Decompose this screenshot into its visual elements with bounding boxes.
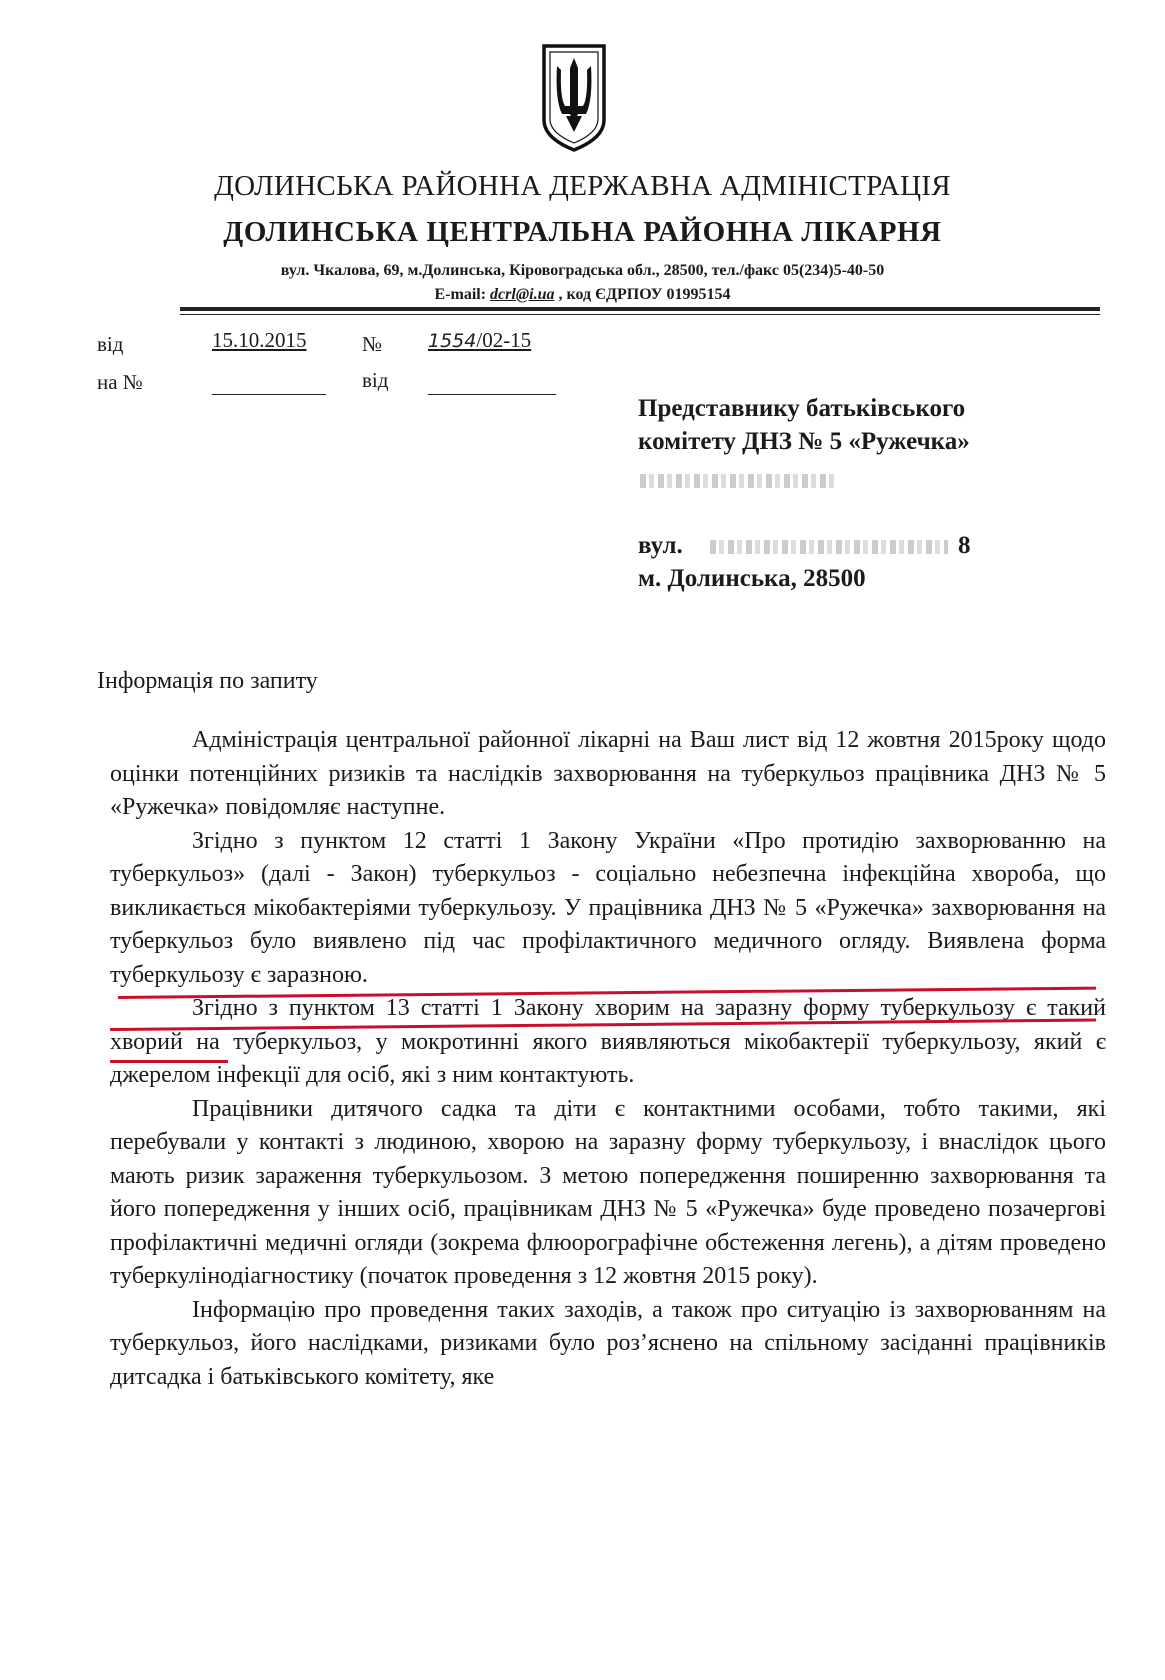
header-rule-thick <box>180 307 1100 311</box>
to-date-blank <box>428 394 556 395</box>
letter-subject: Інформація по запиту <box>97 668 318 694</box>
trident-coat-of-arms-icon <box>540 42 608 154</box>
recipient-line-1: Представнику батьківського <box>638 395 966 422</box>
letter-number <box>428 328 531 353</box>
recipient-line-2: комітету ДНЗ № 5 «Ружечка» <box>638 428 970 455</box>
email-link[interactable]: dcrl@i.ua <box>490 286 555 303</box>
org-administration: ДОЛИНСЬКА РАЙОННА ДЕРЖАВНА АДМІНІСТРАЦІЯ <box>214 170 951 202</box>
number-suffix: /02-15 <box>476 328 532 352</box>
body-paragraph-5: Інформацію про проведення таких заходів, а також про ситуацію із захворюванням на туберкульоз, його наслідками, ризиками було роз’яснено на спільному засіданні працівників дитсадка і батьківського комітету, яке <box>110 1296 1106 1390</box>
header-rule-thin <box>180 314 1100 315</box>
body-paragraph-3: Згідно з пунктом 13 статті 1 Закону хворим на заразну форму туберкульозу є такий хворий на туберкульоз, у мокротинні якого виявляються мікобактерії туберкульозу, який є джерелом інфекції для осіб, які з ним контактують. <box>110 995 1106 1088</box>
to-from-label: від <box>362 368 389 392</box>
edrpou-code: , код ЄДРПОУ 01995154 <box>554 286 731 303</box>
letter-date: 15.10.2015 <box>212 328 307 352</box>
redacted-name <box>640 474 835 488</box>
body-paragraph-4: Працівники дитячого садка та діти є контактними особами, тобто такими, які перебували у контакті з людиною, хворою на заразну форму туберкульозу, і внаслідок цього мають ризик зараження туберкульозом. З метою попередження поширенню захворювання та його попередження у інших осіб, працівникам ДНЗ № 5 «Ружечка» буде проведено позачергові профілактичні медичні огляди (зокрема флюорографічне обстеження легень), а дітям проведено туберкулінодіагностику (початок проведення з 12 жовтня 2015 року). <box>110 1095 1106 1289</box>
address-line: вул. Чкалова, 69, м.Долинська, Кіровоградська обл., 28500, тел./факс 05(234)5-40-50 <box>280 262 885 279</box>
org-hospital: ДОЛИНСЬКА ЦЕНТРАЛЬНА РАЙОННА ЛІКАРНЯ <box>223 216 942 248</box>
body-paragraph-1: Адміністрація центральної районної лікарні на Ваш лист від 12 жовтня 2015року щодо оцінки потенційних ризиків та наслідків захворювання на туберкульоз працівника ДНЗ № 5 «Ружечка» повідомляє наступне. <box>110 727 1106 820</box>
to-number-blank <box>212 394 326 395</box>
letter-body <box>110 724 1106 1394</box>
handwritten-number: 1554 <box>428 330 477 352</box>
street-number: 8 <box>958 532 971 559</box>
recipient-block <box>638 392 970 458</box>
recipient-city: м. Долинська, 28500 <box>638 565 866 592</box>
redacted-street <box>710 540 948 554</box>
email-label: E-mail: <box>434 286 491 303</box>
number-label: № <box>362 332 383 356</box>
highlight-underline-3 <box>110 1060 228 1063</box>
contacts-line <box>0 286 1165 304</box>
street-label: вул. <box>638 532 683 559</box>
body-paragraph-2: Згідно з пунктом 12 статті 1 Закону України «Про протидію захворюванню на туберкульоз» (далі - Закон) туберкульоз - соціально небезпечна інфекційна хвороба, що викликається мікобактеріями туберкульозу. У працівника ДНЗ № 5 «Ружечка» захворювання на туберкульоз було виявлено під час профілактичного медичного огляду. Виявлена форма туберкульозу є заразною. <box>110 827 1106 988</box>
to-number-label: на № <box>97 370 143 394</box>
from-label: від <box>97 332 124 356</box>
